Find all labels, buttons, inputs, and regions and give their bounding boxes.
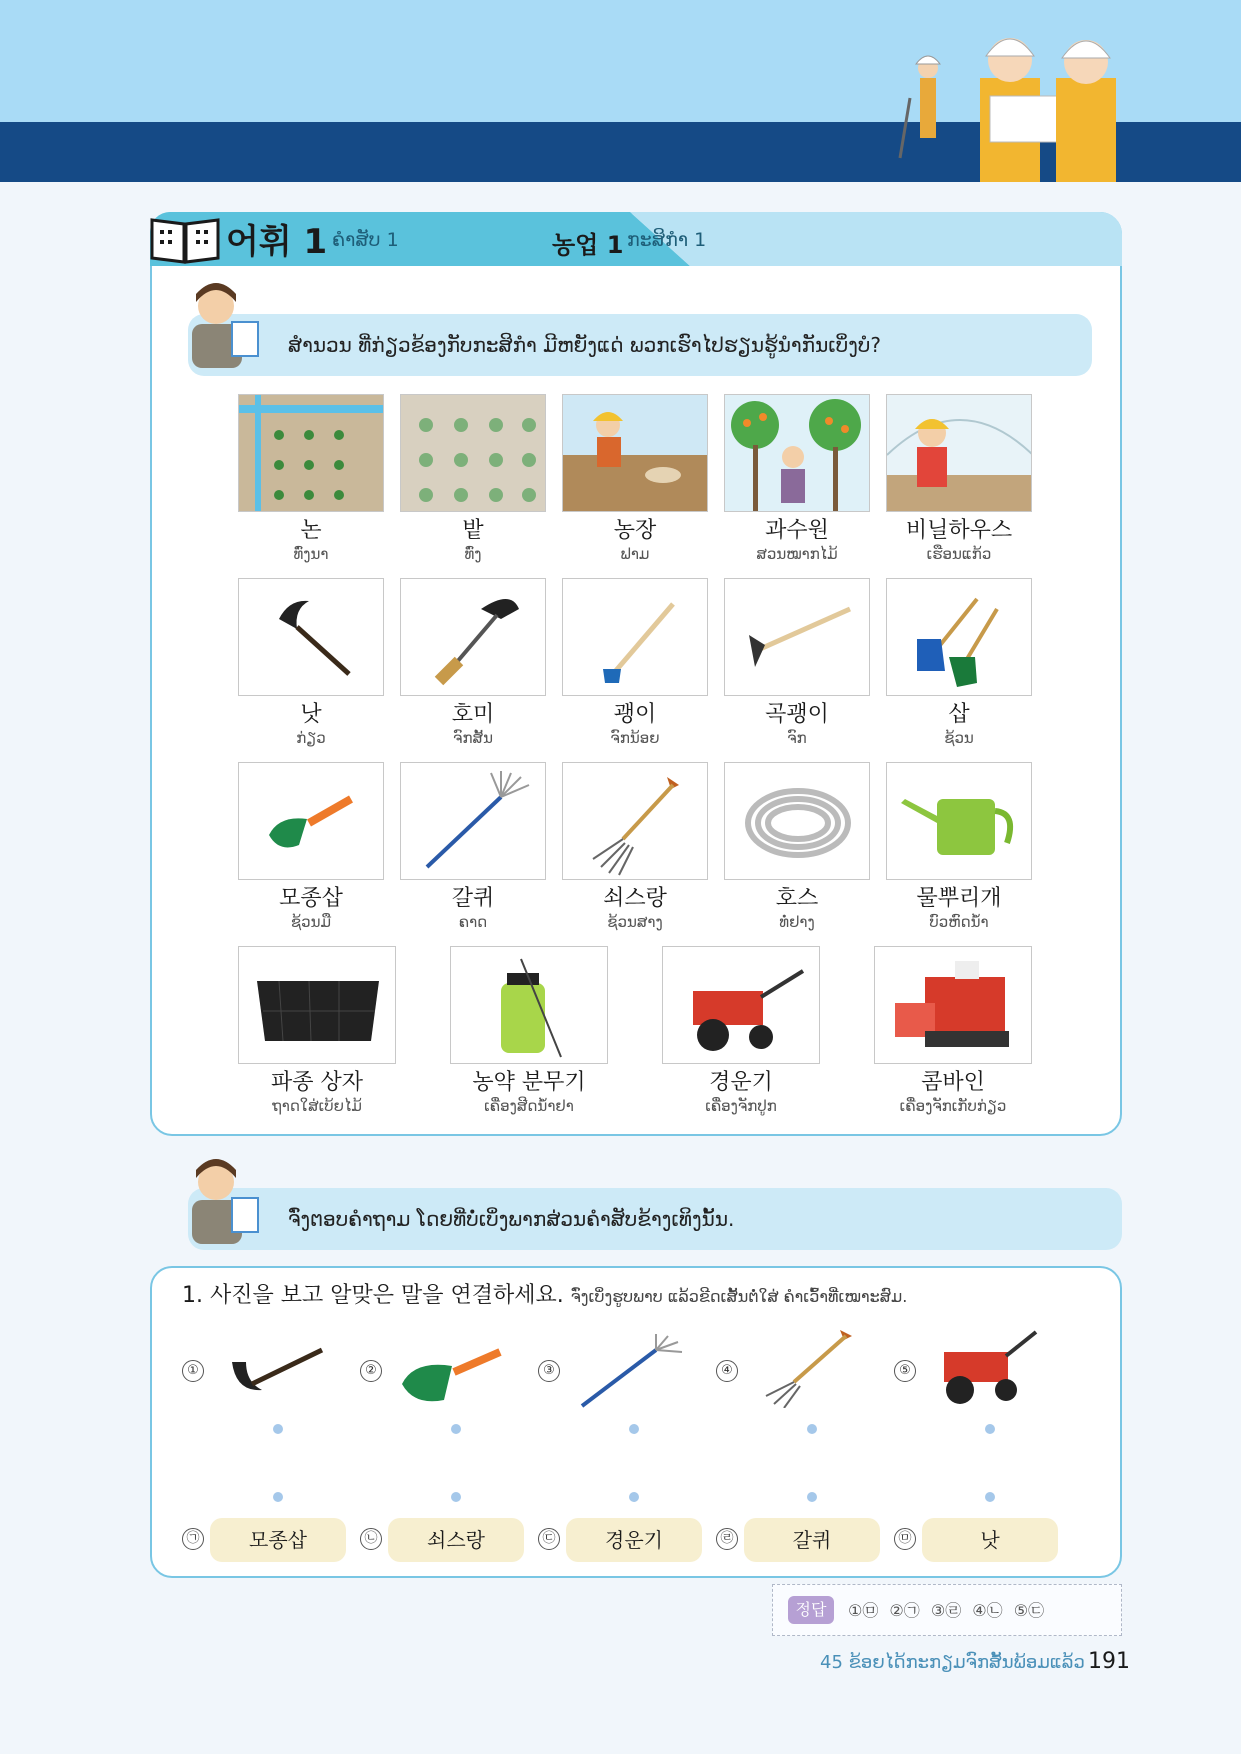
vocab-item <box>562 578 708 748</box>
vocab-item <box>724 394 870 564</box>
footer-text: 45 ຂ້ອຍໄດ້ກະກຽມຈົກສັ້ນພ້ອມແລ້ວ <box>820 1652 1085 1673</box>
answer-option[interactable]: 쇠스랑 <box>388 1518 524 1562</box>
speech-bubble <box>188 314 1092 376</box>
trowel-icon <box>398 1332 508 1412</box>
teacher-icon <box>176 272 272 372</box>
instruction-korean: 1. 사진을 보고 알맞은 말을 연결하세요. <box>182 1283 564 1308</box>
topic-title: 농업 1 <box>552 231 624 259</box>
match-dot[interactable] <box>629 1492 639 1502</box>
item-korean: 논 <box>300 518 322 543</box>
item-korean: 과수원 <box>765 518 829 543</box>
item-korean: 밭 <box>462 518 484 543</box>
answer-key-text: ①㉤ ②㉠ ③㉣ ④㉡ ⑤㉢ <box>848 1601 1045 1620</box>
vocab-item <box>874 946 1032 1116</box>
vocab-item <box>238 394 384 564</box>
greenhouse-icon <box>887 395 1032 512</box>
item-lao: ຊ້ວນ <box>944 729 974 747</box>
answer-option[interactable]: 모종삽 <box>210 1518 346 1562</box>
item-korean: 농약 분무기 <box>472 1070 586 1095</box>
tiller-icon <box>663 947 820 1064</box>
item-lao: ຊ້ວນມື <box>290 913 332 931</box>
item-lao: ຈົກສັ້ນ <box>453 729 493 747</box>
item-lao: ເຮືອນແກ້ວ <box>926 545 992 563</box>
vocab-item <box>400 578 546 748</box>
sickle-icon <box>239 579 384 696</box>
pitchfork-icon <box>563 763 708 880</box>
answer-letter: ㉢ <box>538 1528 560 1550</box>
match-dot[interactable] <box>807 1424 817 1434</box>
item-korean: 호미 <box>451 702 495 727</box>
vocab-item <box>238 578 384 748</box>
hoe-icon <box>563 579 708 696</box>
item-korean: 농장 <box>613 518 657 543</box>
item-number: ② <box>360 1360 382 1382</box>
answer-letter: ㉡ <box>360 1528 382 1550</box>
answer-key-label: 정답 <box>788 1596 834 1624</box>
answer-letter: ㉠ <box>182 1528 204 1550</box>
item-lao: ສວນໝາກໄມ້ <box>756 545 838 563</box>
match-dot[interactable] <box>807 1492 817 1502</box>
item-number: ③ <box>538 1360 560 1382</box>
item-number: ⑤ <box>894 1360 916 1382</box>
hand-hoe-icon <box>401 579 546 696</box>
vocab-item <box>400 762 546 932</box>
match-dot[interactable] <box>985 1424 995 1434</box>
vocab-item <box>886 762 1032 932</box>
answer-letter: ㉤ <box>894 1528 916 1550</box>
vocab-item <box>886 578 1032 748</box>
vocab-item <box>450 946 608 1116</box>
combine-icon <box>875 947 1032 1064</box>
match-dot[interactable] <box>629 1424 639 1434</box>
shovel-icon <box>887 579 1032 696</box>
vocab-item <box>886 394 1032 564</box>
item-number: ① <box>182 1360 204 1382</box>
speech-bubble <box>188 1188 1122 1250</box>
answer-letter: ㉣ <box>716 1528 738 1550</box>
item-lao: ເຄື່ອງສີດນ້ຳຢາ <box>484 1097 574 1115</box>
match-dot[interactable] <box>273 1424 283 1434</box>
item-lao: ກ່ຽວ <box>296 729 326 747</box>
item-korean: 쇠스랑 <box>603 886 667 911</box>
item-korean: 물뿌리개 <box>916 886 1002 911</box>
item-lao: ເຄື່ອງຈັກປູກ <box>705 1097 777 1115</box>
answer-option[interactable]: 낫 <box>922 1518 1058 1562</box>
item-lao: ຟາມ <box>620 545 650 563</box>
item-korean: 삽 <box>948 702 970 727</box>
vocab-title: 어휘 1 <box>226 222 328 262</box>
answer-option[interactable]: 경운기 <box>566 1518 702 1562</box>
watering-can-icon <box>887 763 1032 880</box>
rake-icon <box>401 763 546 880</box>
match-dot[interactable] <box>451 1424 461 1434</box>
teacher-icon <box>176 1148 272 1248</box>
vocab-item <box>562 394 708 564</box>
item-lao: ບົວຫົດນ້ຳ <box>929 913 989 931</box>
item-korean: 괭이 <box>613 702 657 727</box>
seed-tray-icon <box>239 947 396 1064</box>
item-korean: 콤바인 <box>921 1070 985 1095</box>
item-korean: 호스 <box>775 886 819 911</box>
item-number: ④ <box>716 1360 738 1382</box>
rake-icon <box>576 1332 686 1412</box>
speech-text: ສຳນວນ ທີ່ກ່ຽວຂ້ອງກັບກະສິກຳ ມີຫຍັງແດ່ ພວກເຮົາໄປຮຽນຮູ້ນຳກັນເບິ່ງບໍ? <box>288 333 882 357</box>
item-korean: 갈퀴 <box>451 886 495 911</box>
farm-icon <box>563 395 708 512</box>
instruction-lao: ຈົ່ງເບິ່ງຮູບພາບ ແລ້ວຂີດເສັ້ນຕໍ່ໃສ່ ຄຳເວົ້າທີ່ເໝາະສົມ. <box>570 1287 908 1306</box>
construction-workers-illustration <box>880 18 1125 182</box>
pitchfork-icon <box>754 1328 864 1408</box>
match-dot[interactable] <box>985 1492 995 1502</box>
item-korean: 낫 <box>300 702 322 727</box>
vocab-item <box>238 762 384 932</box>
speech-text: ຈົ່ງຕອບຄຳຖາມ ໂດຍທີ່ບໍ່ເບິ່ງພາກສ່ວນຄຳສັບຂ້າງເທິງນັ້ນ. <box>288 1207 735 1231</box>
item-korean: 비닐하우스 <box>905 518 1013 543</box>
field-icon <box>401 395 546 512</box>
exercise-instruction <box>182 1278 907 1309</box>
page-number: 191 <box>1088 1649 1130 1674</box>
vocab-title-lao: ຄຳສັບ 1 <box>332 229 399 251</box>
item-lao: ຈົກ <box>787 729 807 747</box>
item-lao: ຖາດໃສ່ເບ້ຍໄມ້ <box>272 1097 362 1115</box>
vocab-item <box>238 946 396 1116</box>
item-lao: ທົ່ງ <box>464 545 482 563</box>
topic-title-lao: ກະສິກຳ 1 <box>627 229 707 251</box>
trowel-icon <box>239 763 384 880</box>
pickaxe-icon <box>725 579 870 696</box>
item-lao: ເຄື່ອງຈັກເກັບກ່ຽວ <box>899 1097 1007 1115</box>
tiller-icon <box>930 1326 1040 1406</box>
item-lao: ທໍ່ຢາງ <box>779 913 815 931</box>
vocab-item <box>724 762 870 932</box>
vocab-item <box>724 578 870 748</box>
book-icon <box>148 212 222 266</box>
sprayer-icon <box>451 947 608 1064</box>
item-korean: 모종삽 <box>279 886 343 911</box>
item-korean: 파종 상자 <box>270 1070 363 1095</box>
sickle-icon <box>222 1332 332 1412</box>
match-dot[interactable] <box>273 1492 283 1502</box>
rice-paddy-icon <box>239 395 384 512</box>
item-lao: ຊ້ວນສາງ <box>607 913 663 931</box>
vocab-item <box>562 762 708 932</box>
item-lao: ຄາດ <box>458 913 488 931</box>
orchard-icon <box>725 395 870 512</box>
vocab-item <box>400 394 546 564</box>
item-korean: 곡괭이 <box>765 702 829 727</box>
item-lao: ທົ່ງນາ <box>293 545 329 563</box>
vocab-item <box>662 946 820 1116</box>
hose-icon <box>725 763 870 880</box>
match-dot[interactable] <box>451 1492 461 1502</box>
item-lao: ຈົກນ້ອຍ <box>610 729 660 747</box>
item-korean: 경운기 <box>709 1070 773 1095</box>
answer-option[interactable]: 갈퀴 <box>744 1518 880 1562</box>
